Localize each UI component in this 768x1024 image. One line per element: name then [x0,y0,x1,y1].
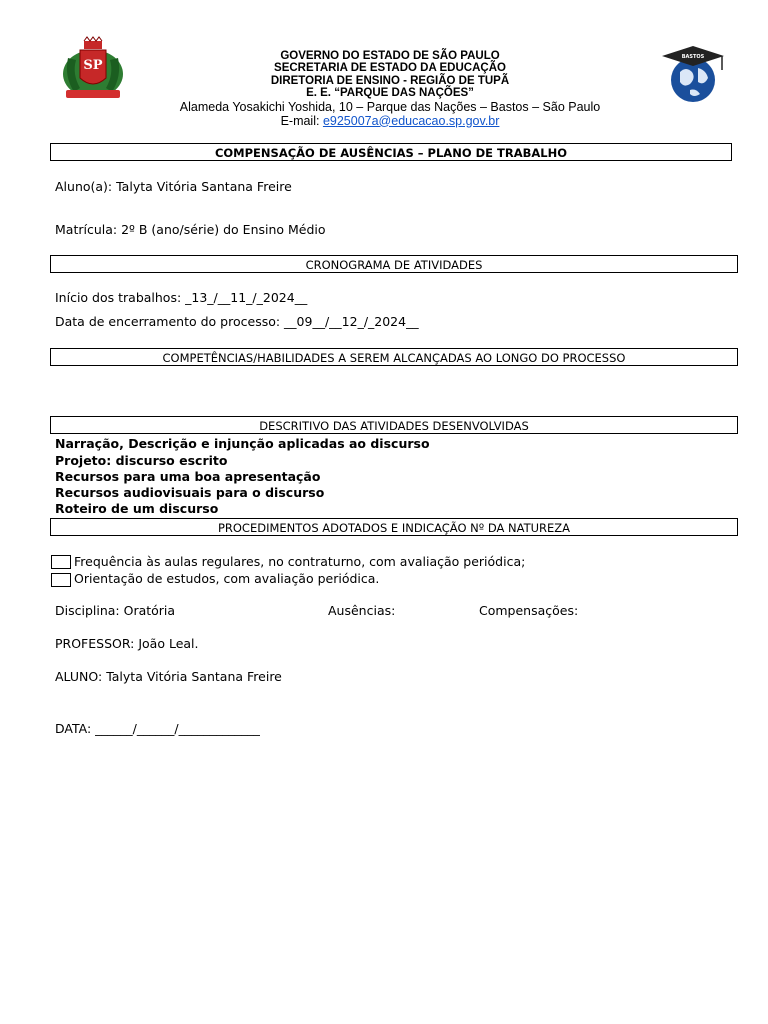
date-field: DATA: ______/______/_____________ [55,721,260,736]
student-name-line: Aluno(a): Talyta Vitória Santana Freire [55,179,292,194]
enrollment-line: Matrícula: 2º B (ano/série) do Ensino Médio [55,222,326,237]
compensations-field: Compensações: [479,603,579,618]
start-date-value: _13_/__11_/_2024__ [185,290,308,305]
absences-field: Ausências: [328,603,396,618]
procedure-checkbox-frequency[interactable] [51,555,71,569]
header-line-directorate: DIRETORIA DE ENSINO - REGIÃO DE TUPÃ [270,74,510,87]
start-date-line [55,290,307,305]
letterhead [150,50,630,128]
end-date-label: Data de encerramento do processo: [55,314,285,329]
svg-text:BASTOS: BASTOS [681,54,705,60]
activity-item: Recursos audiovisuais para o discurso [55,485,325,500]
end-date-line [55,314,419,329]
header-email-line [150,114,630,128]
student-field: ALUNO: Talyta Vitória Santana Freire [55,669,282,684]
section-procedures-box: PROCEDIMENTOS ADOTADOS E INDICAÇÃO Nº DA NATUREZA [50,518,738,536]
svg-text:SP: SP [83,58,103,73]
activity-item: Projeto: discurso escrito [55,453,228,468]
procedure-label-orientation: Orientação de estudos, com avaliação periódica. [74,571,380,586]
section-competencies-box: COMPETÊNCIAS/HABILIDADES A SEREM ALCANÇADAS AO LONGO DO PROCESSO [50,348,738,366]
activity-item: Narração, Descrição e injunção aplicadas ao discurso [55,436,430,451]
email-link[interactable]: e925007a@educacao.sp.gov.br [322,113,500,128]
section-schedule-box: CRONOGRAMA DE ATIVIDADES [50,255,738,273]
procedure-label-frequency: Frequência às aulas regulares, no contraturno, com avaliação periódica; [74,554,526,569]
end-date-value: __09__/__12_/_2024__ [284,314,419,329]
procedure-checkbox-orientation[interactable] [51,573,71,587]
school-globe-icon [660,42,726,104]
discipline-field: Disciplina: Oratória [55,603,176,618]
header-line-school: E. E. “PARQUE DAS NAÇÕES” [306,87,474,100]
section-title-box: COMPENSAÇÃO DE AUSÊNCIAS – PLANO DE TRABALHO [50,143,732,161]
activity-item: Recursos para uma boa apresentação [55,469,321,484]
header-line-government: GOVERNO DO ESTADO DE SÃO PAULO [280,50,500,62]
start-date-label: Início dos trabalhos: [55,290,186,305]
section-activities-box: DESCRITIVO DAS ATIVIDADES DESENVOLVIDAS [50,416,738,434]
sp-coat-of-arms-icon [60,36,126,102]
email-label: E-mail: [280,113,323,128]
header-line-secretariat: SECRETARIA DE ESTADO DA EDUCAÇÃO [274,62,506,75]
teacher-field: PROFESSOR: João Leal. [55,636,199,651]
header-address: Alameda Yosakichi Yoshida, 10 – Parque das Nações – Bastos – São Paulo [179,99,601,114]
activity-item: Roteiro de um discurso [55,501,219,516]
